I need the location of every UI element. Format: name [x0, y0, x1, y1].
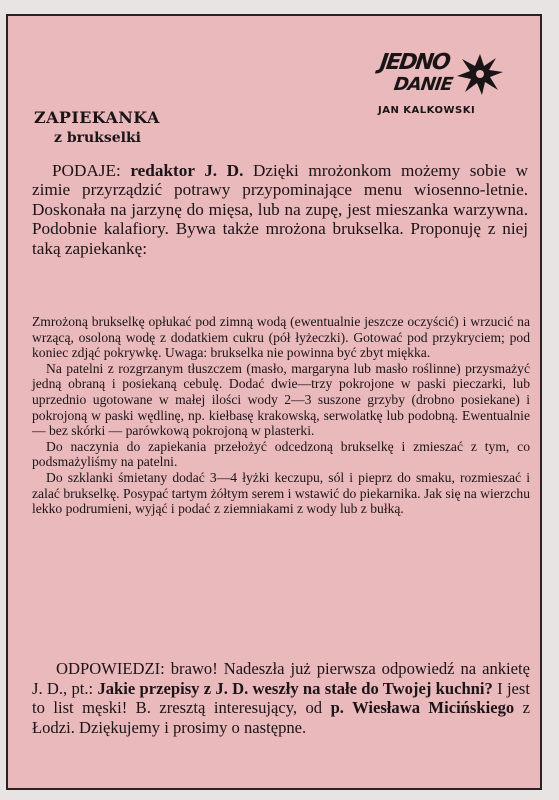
survey-question: Jakie przepisy z J. D. weszły na stałe do Twojej kuchni? [97, 678, 493, 698]
recipe-subtitle: z brukselki [54, 130, 141, 146]
column-logo [378, 50, 536, 118]
answers-text-1: brawo! Nadeszła już pierwsza odpowiedź na ankietę J. D., pt.: [32, 659, 530, 698]
logo-word-jedno: JEDNO [378, 50, 451, 75]
answers-paragraph [32, 659, 530, 737]
intro-paragraph [32, 161, 528, 258]
logo-word-danie: DANIE [392, 74, 454, 95]
recipe-paragraph: Na patelni z rozgrzanym tłuszczem (masło, margaryna lub masło roślinne) przysmażyć jedną obraną i posiekaną cebulę. Dodać dwie—trzy pokrojone w paski pieczarki, lub uprzednio ugotowane w małej ilości wody 2—3 suszone grzyby (drobno posiekane) i pokrojoną w paski wędlinę, np. kiełbasę krakowską, serwolatkę lub podobną. Ewentualnie — bez skórki — parówkową pokrojoną w plasterki. [32, 360, 530, 439]
answers-text-3: z Łodzi. Dziękujemy i prosimy o następne. [32, 698, 530, 737]
column-author: JAN KALKOWSKI [378, 105, 476, 116]
answers-text-2: I jest to list męski! B. zresztą interesujący, od [32, 678, 530, 717]
answers-label: ODPOWIEDZI: [56, 659, 165, 678]
splash-star-icon [456, 52, 504, 96]
newspaper-clipping [6, 14, 542, 790]
recipe-body [32, 314, 530, 517]
intro-text: Dzięki mrożonkom możemy sobie w zimie przyrządzić potrawy przypominające menu wiosenno-letnie. Doskonała na jarzynę do mięsa, lub na zupę, jest mieszanka warzywna. Podobnie kalafiory. Bywa także mrożona brukselka. Proponuję z niej taką zapiekankę: [32, 161, 529, 258]
recipe-paragraph: Do naczynia do zapiekania przełożyć odcedzoną brukselkę i zmieszać z tym, co podsmażyliśmy na patelni. [32, 438, 530, 470]
intro-source: redaktor J. D. [130, 161, 244, 180]
recipe-paragraph: Zmrożoną brukselkę opłukać pod zimną wodą (ewentualnie jeszcze oczyścić) i wrzucić na wrzącą, osoloną wodę z dodatkiem cukru (pół łyżeczki). Gotować pod przykryciem; pod koniec zdjąć pokrywkę. Uwaga: brukselka nie powinna być zbyt miękka. [32, 314, 530, 361]
recipe-title: ZAPIEKANKA [34, 108, 160, 127]
letter-author: p. Wiesława Micińskiego [330, 698, 515, 717]
intro-label: PODAJE: [52, 161, 121, 180]
recipe-paragraph: Do szklanki śmietany dodać 3—4 łyżki keczupu, sól i pieprz do smaku, rozmieszać i zalać brukselkę. Posypać tartym żółtym serem i wstawić do piekarnika. Jak się na wierzchu lekko podrumieni, wyjąć i podać z ziemniakami z wody lub z bułką. [32, 469, 530, 517]
